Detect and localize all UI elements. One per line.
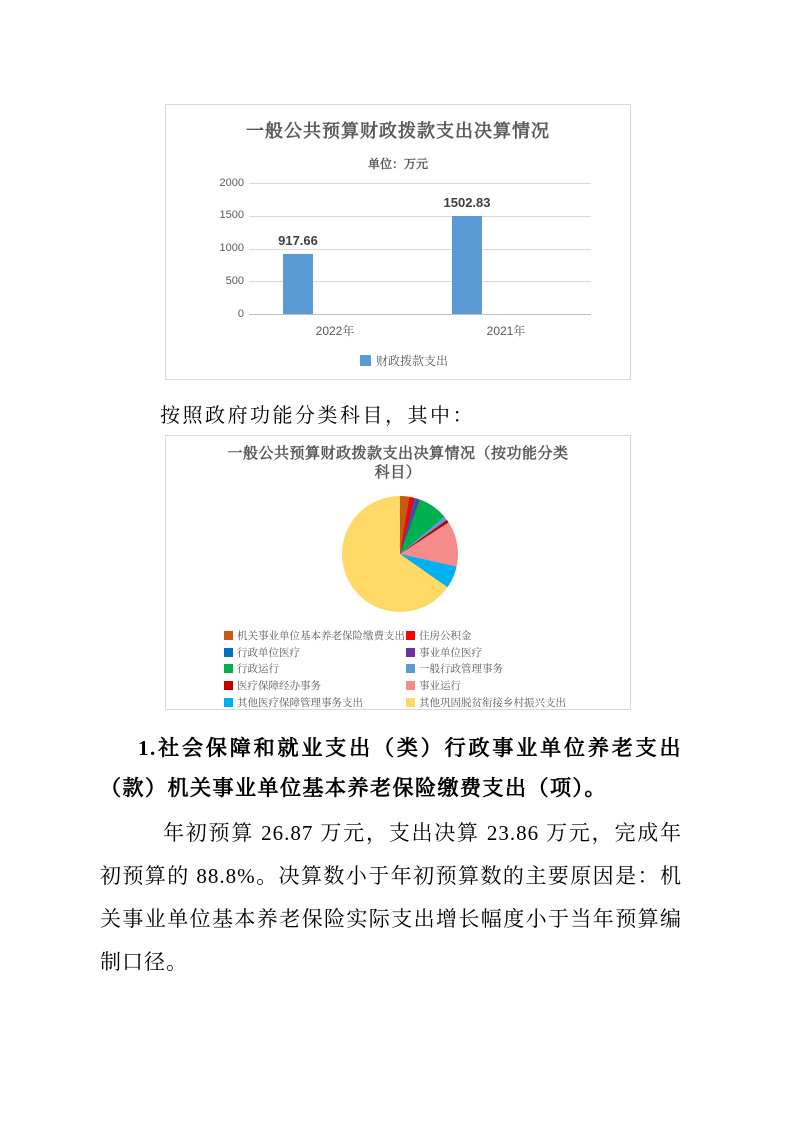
legend-swatch [224, 698, 233, 707]
bar-chart-subtitle: 单位：万元 [367, 157, 428, 171]
pie-legend-item [406, 661, 503, 676]
pie-legend-item [224, 678, 321, 693]
bar-value-label: 1502.83 [443, 194, 491, 210]
pie-legend-item [224, 645, 300, 660]
bar-2021年 [452, 216, 482, 314]
y-tick-label: 500 [225, 274, 244, 287]
legend-label: 财政拨款支出 [376, 354, 449, 368]
pie-chart-frame [165, 435, 631, 710]
pie-legend-item [406, 695, 566, 710]
x-category-label: 2021年 [486, 324, 526, 338]
legend-swatch [406, 681, 415, 690]
legend-swatch [406, 631, 415, 640]
legend-label: 事业单位医疗 [419, 647, 482, 659]
pie-chart-title-line1: 一般公共预算财政拨款支出决算情况（按功能分类 [227, 445, 569, 462]
pie-legend-item [224, 661, 279, 676]
legend-swatch [406, 648, 415, 657]
y-tick-label: 1500 [219, 209, 244, 222]
pie-legend-item [224, 695, 363, 710]
legend-label: 行政运行 [237, 663, 279, 675]
bar-chart-frame [165, 104, 631, 380]
pie-chart-title-line2: 科目） [374, 464, 422, 481]
bar-value-label: 917.66 [278, 232, 318, 248]
legend-label: 行政单位医疗 [237, 647, 300, 659]
bar-2022年 [283, 254, 313, 314]
gridline [249, 216, 591, 217]
pie-legend-item [406, 628, 472, 643]
legend-label: 医疗保障经办事务 [237, 680, 321, 692]
pie-chart-title [166, 444, 630, 482]
y-tick-label: 2000 [219, 176, 244, 189]
gridline [249, 249, 591, 250]
legend-swatch [224, 681, 233, 690]
legend-label: 一般行政管理事务 [419, 663, 503, 675]
legend-swatch [406, 698, 415, 707]
pie-legend-item [406, 645, 482, 660]
pie-legend-item [406, 678, 461, 693]
section-heading: 1.社会保障和就业支出（类）行政事业单位养老支出（款）机关事业单位基本养老保险缴费支出（项）。 [100, 736, 682, 800]
x-category-label: 2022年 [315, 324, 355, 338]
legend-swatch [224, 648, 233, 657]
bar-chart-title: 一般公共预算财政拨款支出决算情况 [246, 121, 550, 141]
legend-label: 机关事业单位基本养老保险缴费支出 [237, 630, 405, 642]
y-tick-label: 1000 [219, 242, 244, 254]
bar-chart-legend [360, 352, 448, 369]
legend-label: 住房公积金 [419, 630, 472, 642]
gridline [249, 183, 591, 184]
legend-swatch [224, 631, 233, 640]
legend-label: 事业运行 [419, 680, 461, 692]
legend-label: 其他医疗保障管理事务支出 [237, 697, 363, 709]
legend-swatch [406, 664, 415, 673]
legend-swatch [360, 355, 371, 366]
intro-text: 按照政府功能分类科目，其中： [160, 405, 475, 427]
legend-swatch [224, 664, 233, 673]
pie-legend-item [224, 628, 405, 643]
x-axis-line [249, 314, 591, 315]
legend-label: 其他巩固脱贫衔接乡村振兴支出 [419, 697, 566, 709]
y-tick-label: 0 [237, 307, 244, 320]
body-paragraph: 年初预算 26.87 万元，支出决算 23.86 万元，完成年初预算的 88.8%。决算数小于年初预算数的主要原因是：机关事业单位基本养老保险实际支出增长幅度小于当年预算编制口径。 [100, 821, 682, 974]
pie-graphic [342, 496, 458, 612]
